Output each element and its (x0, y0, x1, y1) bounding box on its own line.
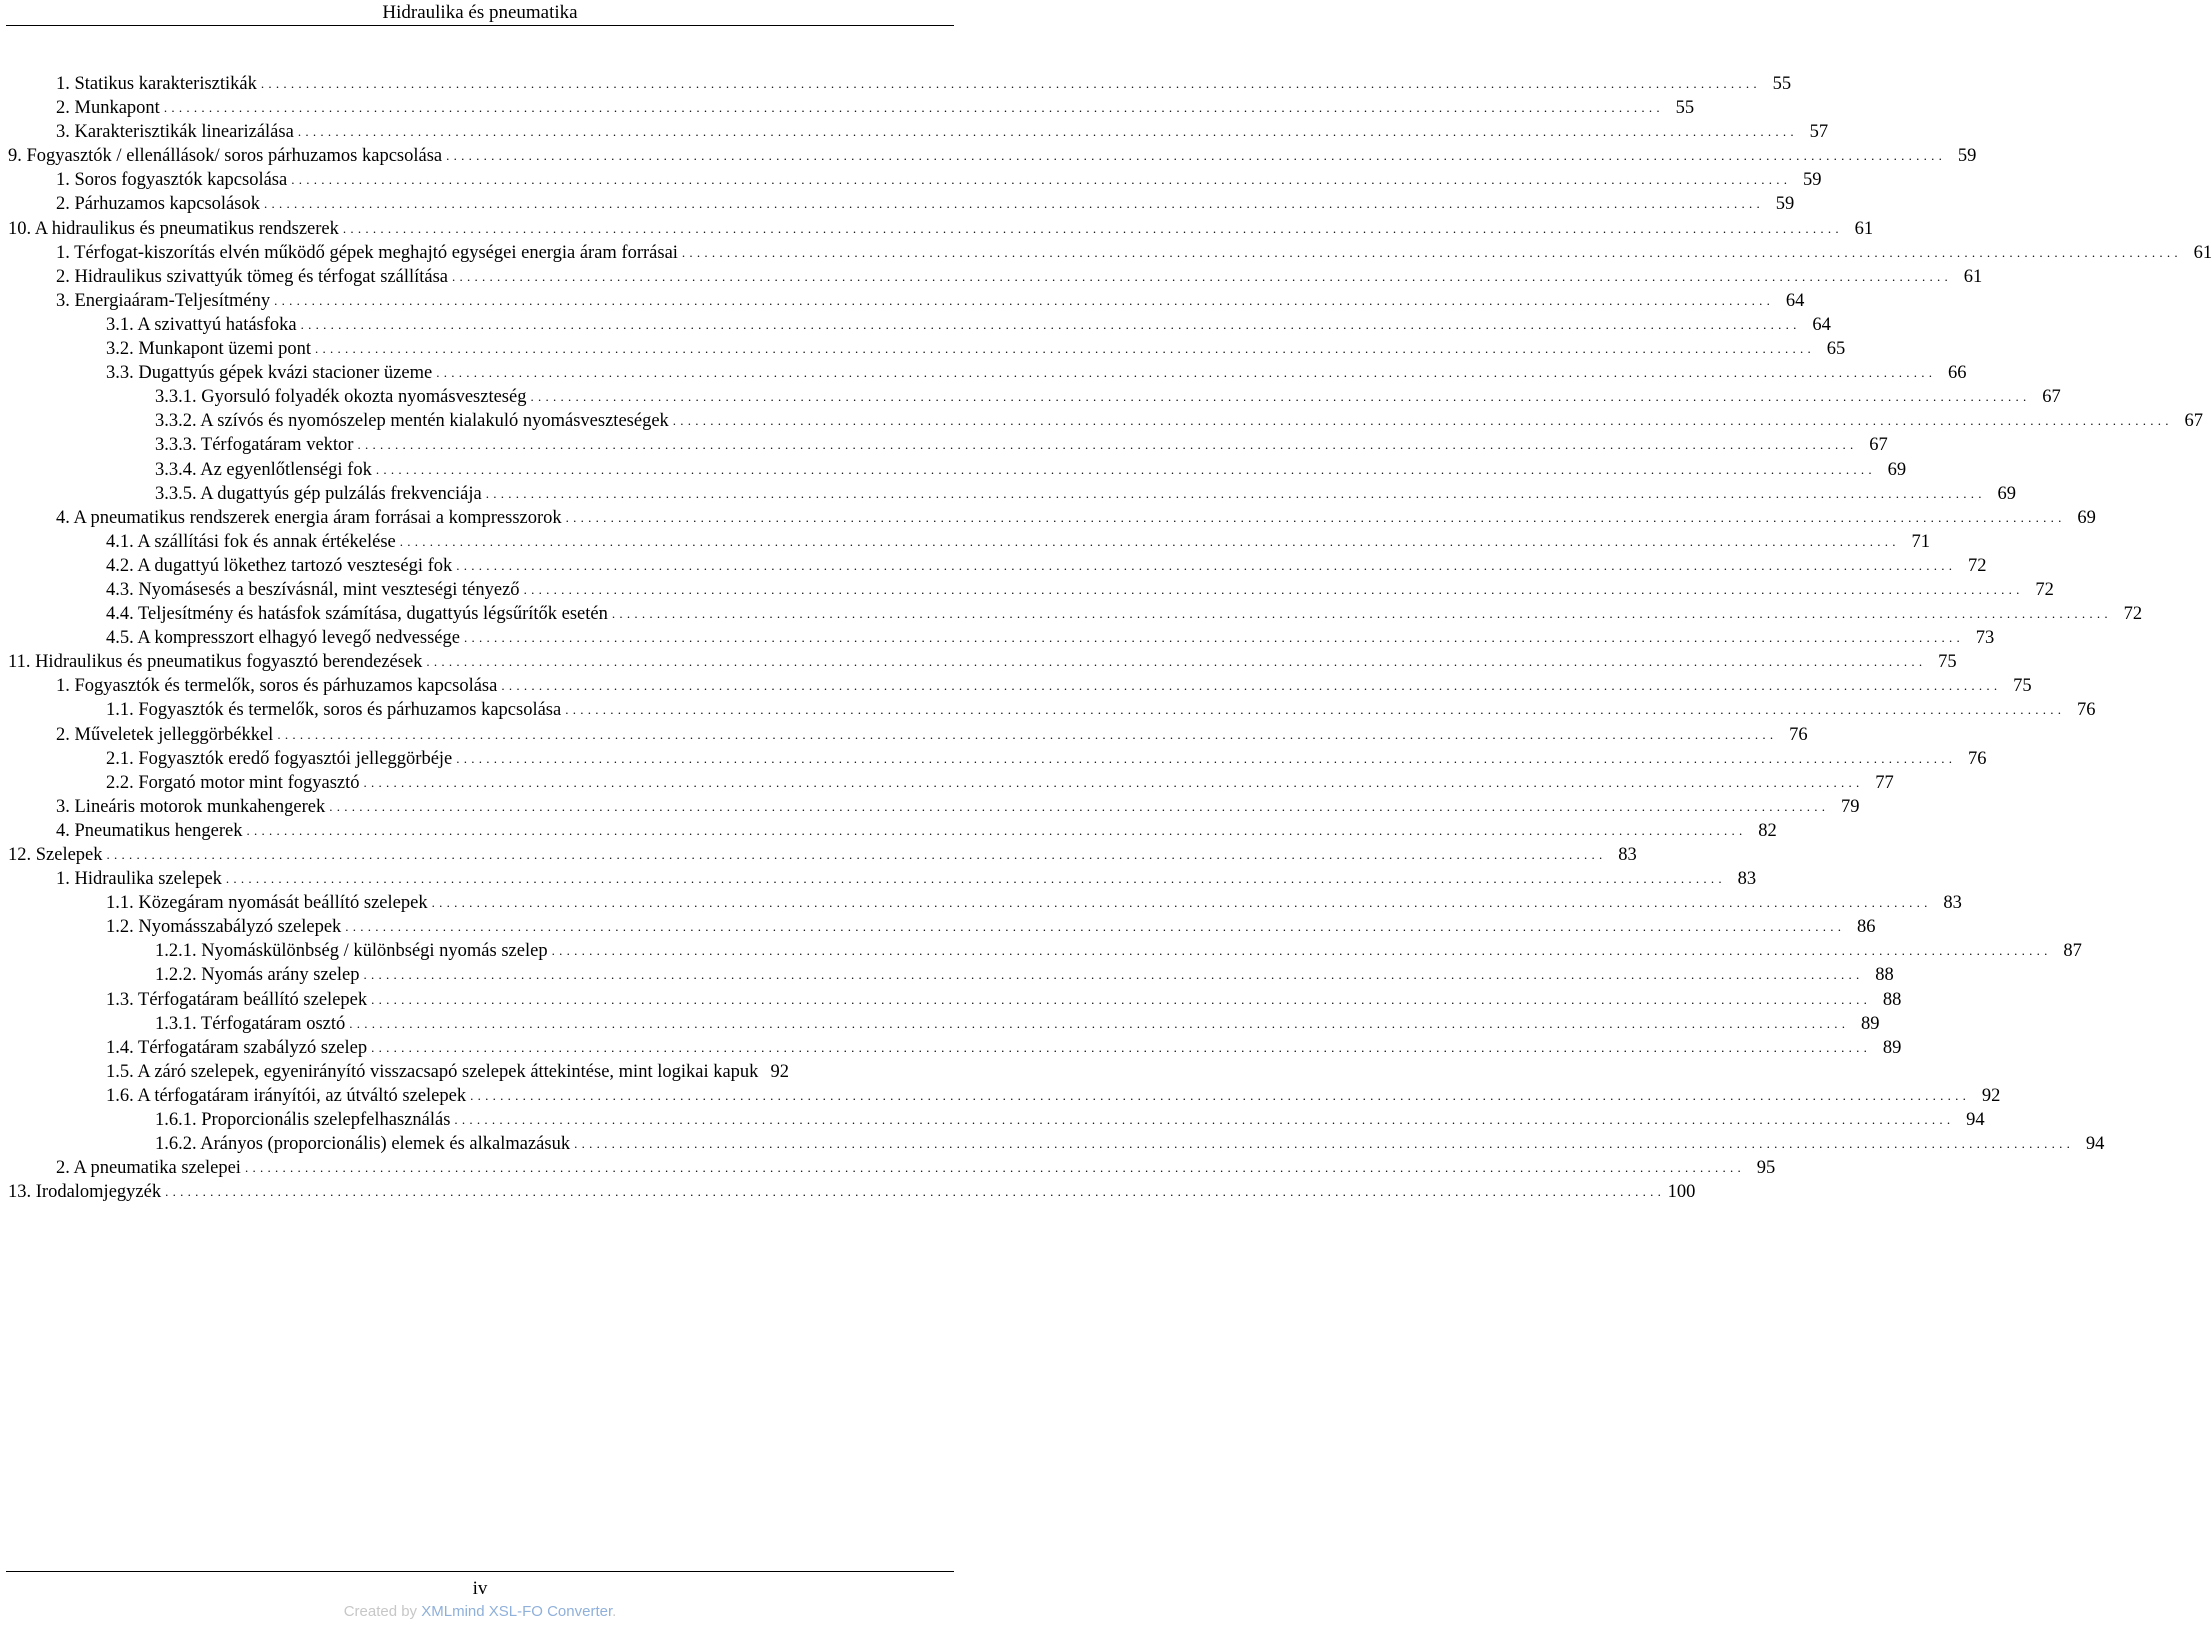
toc-leader-dots: . . . . . . . . . . . . . . . . . . . . . . . . . . . . . . . . . . . . . . . . . . . . . . . . . . . . . . . . . . . . . . . . . . . . . . . . . . . . . . . . . . . . . . . . . . . . . . . . . . . . . . . . . . . . . . . . . . . . . . . . . . . . . . . . . . . . . . . . . . . . . . . . . . . . . . . . . . . . . . . . . . . . . . . . . . . . . . . . . . . . . . . . . . . . . . . . . . . . . . . . (574, 1136, 2071, 1152)
toc-entry[interactable] (0, 289, 1805, 313)
header-title: Hidraulika és pneumatika (382, 2, 578, 23)
toc-entry-title: 3.3.2. A szívós és nyomószelep mentén kialakuló nyomásveszteségek (155, 409, 673, 433)
toc-entry[interactable] (0, 1012, 1880, 1036)
table-of-contents (0, 72, 2212, 1204)
toc-entry-page: 92 (770, 1061, 789, 1082)
toc-leader-dots: . . . . . . . . . . . . . . . . . . . . . . . . . . . . . . . . . . . . . . . . . . . . . . . . . . . . . . . . . . . . . . . . . . . . . . . . . . . . . . . . . . . . . . . . . . . . . . . . . . . . . . . . . . . . . . . . . . . . . . . . . . . . . . . . . . . . . . . . . . . . . . . . . . . . . . . . . . . . . . . . . . . . . . . . . . . . . . . . . . . . . . . . . . . . . . . . . . . . . . . . (431, 895, 1928, 911)
toc-entry-title: 3.3. Dugattyús gépek kvázi stacioner üzeme (106, 361, 436, 385)
toc-leader-dots: . . . . . . . . . . . . . . . . . . . . . . . . . . . . . . . . . . . . . . . . . . . . . . . . . . . . . . . . . . . . . . . . . . . . . . . . . . . . . . . . . . . . . . . . . . . . . . . . . . . . . . . . . . . . . . . . . . . . . . . . . . . . . . . . . . . . . . . . . . . . . . . . . . . . . . . . . . . . . . . . . . . . . . . . . . . . . . . . . . . . . . . . . . . . . . . . . . . . . . . . (274, 292, 1771, 308)
toc-entry-page: 95 (1756, 1158, 1776, 1179)
toc-entry-title: 1.3. Térfogatáram beállító szelepek (106, 988, 371, 1012)
toc-entry-title: 2. Műveletek jelleggörbékkel (56, 723, 277, 747)
toc-entry-title: 2.1. Fogyasztók eredő fogyasztói jelleggörbéje (106, 747, 456, 771)
toc-entry-page: 76 (2076, 700, 2096, 721)
toc-entry[interactable] (0, 1108, 1985, 1132)
toc-entry[interactable] (0, 915, 1876, 939)
toc-entry-title: 10. A hidraulikus és pneumatikus rendszerek (8, 217, 343, 241)
toc-entry-title: 9. Fogyasztók / ellenállások/ soros párhuzamos kapcsolása (8, 144, 446, 168)
toc-entry[interactable] (0, 963, 1894, 987)
toc-entry-title: 1. Fogyasztók és termelők, soros és párhuzamos kapcsolása (56, 674, 501, 698)
toc-entry-title: 1.2. Nyomásszabályzó szelepek (106, 915, 345, 939)
toc-entry-title: 1.5. A záró szelepek, egyenirányító visszacsapó szelepek áttekintése, mint logikai kapuk (106, 1060, 762, 1084)
toc-entry[interactable] (0, 698, 2096, 722)
toc-leader-dots: . . . . . . . . . . . . . . . . . . . . . . . . . . . . . . . . . . . . . . . . . . . . . . . . . . . . . . . . . . . . . . . . . . . . . . . . . . . . . . . . . . . . . . . . . . . . . . . . . . . . . . . . . . . . . . . . . . . . . . . . . . . . . . . . . . . . . . . . . . . . . . . . . . . . . . . . . . . . . . . . . . . . . . . . . . . . . . . . . . . . . . . . . . . . . . . . . . . . . . . . (345, 919, 1842, 935)
toc-entry[interactable] (0, 433, 1888, 457)
toc-entry[interactable] (0, 265, 1983, 289)
toc-entry-page: 61 (1854, 218, 1874, 239)
toc-entry-page: 83 (1737, 869, 1757, 890)
toc-entry-title: 4.4. Teljesítmény és hatásfok számítása, dugattyús légsűrítők esetén (106, 602, 612, 626)
toc-entry[interactable] (0, 120, 1829, 144)
toc-entry-page: 69 (2077, 507, 2096, 528)
toc-entry-title: 1.2.2. Nyomás arány szelep (155, 963, 363, 987)
toc-entry-title: 1.2.1. Nyomáskülönbség / különbségi nyomás szelep (155, 939, 552, 963)
toc-entry-title: 3.3.3. Térfogatáram vektor (155, 433, 357, 457)
toc-entry-title: 3.2. Munkapont üzemi pont (106, 337, 315, 361)
toc-entry-page: 94 (2085, 1134, 2105, 1155)
toc-entry-page: 59 (1802, 170, 1822, 191)
toc-entry-title: 2. Hidraulikus szivattyúk tömeg és térfogat szállítása (56, 265, 452, 289)
toc-entry[interactable] (0, 1060, 862, 1084)
toc-entry[interactable] (0, 723, 1808, 747)
toc-leader-dots: . . . . . . . . . . . . . . . . . . . . . . . . . . . . . . . . . . . . . . . . . . . . . . . . . . . . . . . . . . . . . . . . . . . . . . . . . . . . . . . . . . . . . . . . . . . . . . . . . . . . . . . . . . . . . . . . . . . . . . . . . . . . . . . . . . . . . . . . . . . . . . . . . . . . . . . . . . . . . . . . . . . . . . . . . . . . . . . . . . . . . . . . . . . . . . . . . . . . . . . . (291, 172, 1788, 188)
toc-entry-title: 1. Soros fogyasztók kapcsolása (56, 168, 291, 192)
toc-leader-dots: . . . . . . . . . . . . . . . . . . . . . . . . . . . . . . . . . . . . . . . . . . . . . . . . . . . . . . . . . . . . . . . . . . . . . . . . . . . . . . . . . . . . . . . . . . . . . . . . . . . . . . . . . . . . . . . . . . . . . . . . . . . . . . . . . . . . . . . . . . . . . . . . . . . . . . . . . . . . . . . . . . . . . . . . . . . . . . . . . . . . . . . . . . . . . . . . . . . . . . . . (260, 76, 1758, 91)
toc-entry[interactable] (0, 747, 1987, 771)
toc-entry-title: 2. A pneumatika szelepei (56, 1156, 245, 1180)
converter-credit (0, 1602, 960, 1622)
toc-leader-dots: . . . . . . . . . . . . . . . . . . . . . . . . . . . . . . . . . . . . . . . . . . . . . . . . . . . . . . . . . . . . . . . . . . . . . . . . . . . . . . . . . . . . . . . . . . . . . . . . . . . . . . . . . . . . . . . . . . . . . . . . . . . . . . . . . . . . . . . . . . . . . . . . . . . . . . . . . . . . . . . . . . . . . . . . . . . . . . . . . . . . . . . . . . . . . . . . . . . . . . . . (485, 485, 1982, 501)
toc-entry[interactable] (0, 554, 1987, 578)
toc-entry-page: 66 (1947, 363, 1967, 384)
toc-leader-dots: . . . . . . . . . . . . . . . . . . . . . . . . . . . . . . . . . . . . . . . . . . . . . . . . . . . . . . . . . . . . . . . . . . . . . . . . . . . . . . . . . . . . . . . . . . . . . . . . . . . . . . . . . . . . . . . . . . . . . . . . . . . . . . . . . . . . . . . . . . . . . . . . . . . . . . . . . . . . . . . . . . . . . . . . . . . . . . . . . . . . . . . . . . . . . . . . . . . . . . . . (246, 822, 1743, 838)
toc-leader-dots: . . . . . . . . . . . . . . . . . . . . . . . . . . . . . . . . . . . . . . . . . . . . . . . . . . . . . . . . . . . . . . . . . . . . . . . . . . . . . . . . . . . . . . . . . . . . . . . . . . . . . . . . . . . . . . . . . . . . . . . . . . . . . . . . . . . . . . . . . . . . . . . . . . . . . . . . . . . . . . . . . . . . . . . . . . . . . . . . . . . . . . . . . . . . . . . . . . . . . . . . (454, 1112, 1951, 1128)
toc-entry[interactable] (0, 72, 1792, 96)
toc-leader-dots: . . . . . . . . . . . . . . . . . . . . . . . . . . . . . . . . . . . . . . . . . . . . . . . . . . . . . . . . . . . . . . . . . . . . . . . . . . . . . . . . . . . . . . . . . . . . . . . . . . . . . . . . . . . . . . . . . . . . . . . . . . . . . . . . . . . . . . . . . . . . . . . . . . . . . . . . . . . . . . . . . . . . . . . . . . . . . . . . . . . . . . . . . . . . . . . . . . . . . . . . (297, 124, 1795, 140)
toc-leader-dots: . . . . . . . . . . . . . . . . . . . . . . . . . . . . . . . . . . . . . . . . . . . . . . . . . . . . . . . . . . . . . . . . . . . . . . . . . . . . . . . . . . . . . . . . . . . . . . . . . . . . . . . . . . . . . . . . . . . . . . . . . . . . . . . . . . . . . . . . . . . . . . . . . . . . . . . . . . . . . . . . . . . . . . . . . . . . . . . . . . . . . . . . . . . . . . . . . . . . . . . . (551, 943, 2048, 959)
toc-leader-dots: . . . . . . . . . . . . . . . . . . . . . . . . . . . . . . . . . . . . . . . . . . . . . . . . . . . . . . . . . . . . . . . . . . . . . . . . . . . . . . . . . . . . . . . . . . . . . . . . . . . . . . . . . . . . . . . . . . . . . . . . . . . . . . . . . . . . . . . . . . . . . . . . . . . . . . . . . . . . . . . . . . . . . . . . . . . . . . . . . . . . . . . . . . . . . . . . . . . . . . . . (363, 774, 1860, 790)
toc-leader-dots: . . . . . . . . . . . . . . . . . . . . . . . . . . . . . . . . . . . . . . . . . . . . . . . . . . . . . . . . . . . . . . . . . . . . . . . . . . . . . . . . . . . . . . . . . . . . . . . . . . . . . . . . . . . . . . . . . . . . . . . . . . . . . . . . . . . . . . . . . . . . . . . . . . . . . . . . . . . . . . . . . . . . . . . . . . . . . . . . . . . . . . . . . . . . . . . . . . . . . . . . (225, 871, 1723, 887)
toc-entry-page: 89 (1861, 1013, 1880, 1034)
toc-entry-page: 87 (2063, 941, 2082, 962)
toc-entry-title: 3.3.4. Az egyenlőtlenségi fok (155, 458, 376, 482)
toc-entry-page: 69 (1887, 459, 1907, 480)
toc-leader-dots: . . . . . . . . . . . . . . . . . . . . . . . . . . . . . . . . . . . . . . . . . . . . . . . . . . . . . . . . . . . . . . . . . . . . . . . . . . . . . . . . . . . . . . . . . . . . . . . . . . . . . . . . . . . . . . . . . . . . . . . . . . . . . . . . . . . . . . . . . . . . . . . . . . . . . . . . . . . . . . . . . . . . . . . . . . . . . . . . . . . . . . . . . . . . . . . . . . . . . . . . (456, 750, 1953, 766)
toc-leader-dots: . . . . . . . . . . . . . . . . . . . . . . . . . . . . . . . . . . . . . . . . . . . . . . . . . . . . . . . . . . . . . . . . . . . . . . . . . . . . . . . . . . . . . . . . . . . . . . . . . . . . . . . . . . . . . . . . . . . . . . . . . . . . . . . . . . . . . . . . . . . . . . . . . . . . . . . . . . . . . . . . . . . . . . . . . . . . . . . . . . . . . . . . . . . . . . . . . . . . . . . . (681, 244, 2179, 260)
toc-entry[interactable] (0, 1156, 1776, 1180)
toc-entry[interactable] (0, 1036, 1902, 1060)
toc-leader-dots: . . . . . . . . . . . . . . . . . . . . . . . . . . . . . . . . . . . . . . . . . . . . . . . . . . . . . . . . . . . . . . . . . . . . . . . . . . . . . . . . . . . . . . . . . . . . . . . . . . . . . . . . . . . . . . . . . . . . . . . . . . . . . . . . . . . . . . . . . . . . . . . . . . . . . . . . . . . . . . . . . . . . . . . . . . . . . . . . . . . . . . . . . . . . . . . . . . . . . . . . (446, 148, 1943, 164)
toc-entry[interactable] (0, 506, 2096, 530)
toc-entry[interactable] (0, 843, 1637, 867)
toc-entry-page: 55 (1675, 98, 1695, 119)
footer-divider (6, 1571, 954, 1572)
toc-entry-title: 1.4. Térfogatáram szabályzó szelep (106, 1036, 371, 1060)
toc-entry-title: 1.6.1. Proporcionális szelepfelhasználás (155, 1108, 454, 1132)
toc-leader-dots: . . . . . . . . . . . . . . . . . . . . . . . . . . . . . . . . . . . . . . . . . . . . . . . . . . . . . . . . . . . . . . . . . . . . . . . . . . . . . . . . . . . . . . . . . . . . . . . . . . . . . . . . . . . . . . . . . . . . . . . . . . . . . . . . . . . . . . . . . . . . . . . . . . . . . . . . . . . . . . . . . . . . . . . . . . . . . . . . . . . . . . . . . . . . . . . . . . . . . . . . (530, 389, 2027, 405)
toc-entry-page: 76 (1968, 748, 1987, 769)
toc-entry-title: 4.2. A dugattyú lökethez tartozó veszteségi fok (106, 554, 456, 578)
toc-entry[interactable] (0, 361, 1967, 385)
toc-entry[interactable] (0, 409, 2204, 433)
toc-leader-dots: . . . . . . . . . . . . . . . . . . . . . . . . . . . . . . . . . . . . . . . . . . . . . . . . . . . . . . . . . . . . . . . . . . . . . . . . . . . . . . . . . . . . . . . . . . . . . . . . . . . . . . . . . . . . . . . . . . . . . . . . . . . . . . . . . . . . . . . . . . . . . . . . . . . . . . . . . . . . . . . . . . . . . . . . . . . . . . . . . . . . . . . . . . . . . . . . . . . . . . . . (106, 847, 1603, 862)
toc-entry[interactable] (0, 1132, 2105, 1156)
toc-entry-page: 61 (2193, 242, 2212, 263)
toc-entry-page: 88 (1875, 965, 1894, 986)
toc-entry-title: 4.3. Nyomásesés a beszívásnál, mint veszteségi tényező (106, 578, 524, 602)
toc-entry[interactable] (0, 795, 1860, 819)
toc-entry-page: 86 (1857, 917, 1876, 938)
toc-entry-page: 64 (1785, 290, 1805, 311)
toc-entry[interactable] (0, 313, 1831, 337)
toc-entry-title: 4.5. A kompresszort elhagyó levegő nedvessége (106, 626, 464, 650)
toc-entry-page: 55 (1772, 74, 1792, 94)
toc-entry[interactable] (0, 1084, 2001, 1108)
toc-leader-dots: . . . . . . . . . . . . . . . . . . . . . . . . . . . . . . . . . . . . . . . . . . . . . . . . . . . . . . . . . . . . . . . . . . . . . . . . . . . . . . . . . . . . . . . . . . . . . . . . . . . . . . . . . . . . . . . . . . . . . . . . . . . . . . . . . . . . . . . . . . . . . . . . . . . . . . . . . . . . . . . . . . . . . . . . . . . . . . . . . . . . . . . . . . . . . . . . . . . . . . . . (363, 967, 1860, 983)
toc-entry[interactable] (0, 144, 1977, 168)
toc-entry-page: 67 (2184, 411, 2204, 432)
page-header (6, 0, 954, 26)
toc-entry-page: 77 (1875, 772, 1894, 793)
toc-leader-dots: . . . . . . . . . . . . . . . . . . . . . . . . . . . . . . . . . . . . . . . . . . . . . . . . . . . . . . . . . . . . . . . . . . . . . . . . . . . . . . . . . . . . . . . . . . . . . . . . . . . . . . . . . . . . . . . . . . . . . . . . . . . . . . . . . . . . . . . . . . . . . . . . . . . . . . . . . . . . . . . . . . . . . . . . . . . . . . . . . . . . . . . . . . . . . . . . . . . . . . . . (456, 557, 1953, 573)
toc-entry-page: 65 (1826, 339, 1846, 360)
toc-entry-title: 3.1. A szivattyú hatásfoka (106, 313, 301, 337)
toc-leader-dots: . . . . . . . . . . . . . . . . . . . . . . . . . . . . . . . . . . . . . . . . . . . . . . . . . . . . . . . . . . . . . . . . . . . . . . . . . . . . . . . . . . . . . . . . . . . . . . . . . . . . . . . . . . . . . . . . . . . . . . . . . . . . . . . . . . . . . . . . . . . . . . . . . . . . . . . . . . . . . . . . . . . . . . . . . . . . . . . . . . . . . . . . . . . . . . . . . . . . . . . . (329, 798, 1826, 814)
toc-entry-page: 72 (1968, 555, 1987, 576)
toc-entry-page: 67 (2042, 387, 2061, 408)
toc-entry-page: 72 (2123, 604, 2143, 625)
page-number: iv (472, 1578, 488, 1599)
toc-entry-title: 4.1. A szállítási fok és annak értékelése (106, 530, 400, 554)
toc-entry-page: 67 (1869, 435, 1888, 456)
toc-leader-dots: . . . . . . . . . . . . . . . . . . . . . . . . . . . . . . . . . . . . . . . . . . . . . . . . . . . . . . . . . . . . . . . . . . . . . . . . . . . . . . . . . . . . . . . . . . . . . . . . . . . . . . . . . . . . . . . . . . . . . . . . . . . . . . . . . . . . . . . . . . . . . . . . . . . . . . . . . . . . . . . . . . . . . . . . . . . . . . . . . . . . . . . . . . . . . . . . . . . . . . . . (349, 1015, 1846, 1031)
toc-entry-title: 4. Pneumatikus hengerek (56, 819, 247, 843)
toc-leader-dots: . . . . . . . . . . . . . . . . . . . . . . . . . . . . . . . . . . . . . . . . . . . . . . . . . . . . . . . . . . . . . . . . . . . . . . . . . . . . . . . . . . . . . . . . . . . . . . . . . . . . . . . . . . . . . . . . . . . . . . . . . . . . . . . . . . . . . . . . . . . . . . . . . . . . . . . . . . . . . . . . . . . . . . . . . . . . . . . . . . . . . . . . . . . . . . . . . . . . . . . . (463, 630, 1961, 646)
toc-entry[interactable] (0, 819, 1777, 843)
toc-entry[interactable] (0, 192, 1795, 216)
toc-leader-dots: . . . . . . . . . . . . . . . . . . . . . . . . . . . . . . . . . . . . . . . . . . . . . . . . . . . . . . . . . . . . . . . . . . . . . . . . . . . . . . . . . . . . . . . . . . . . . . . . . . . . . . . . . . . . . . . . . . . . . . . . . . . . . . . . . . . . . . . . . . . . . . . . . . . . . . . . . . . . . . . . . . . . . . . . . . . . . . . . . . . . . . . . . . . . . . . . . . . . . . . . (342, 220, 1840, 236)
toc-entry[interactable] (0, 891, 1962, 915)
toc-entry-page: 75 (1938, 652, 1957, 673)
toc-entry-page: 76 (1789, 724, 1808, 745)
toc-entry-title: 3. Karakterisztikák linearizálása (56, 120, 298, 144)
toc-entry-title: 1.1. Fogyasztók és termelők, soros és párhuzamos kapcsolása (106, 698, 565, 722)
toc-leader-dots: . . . . . . . . . . . . . . . . . . . . . . . . . . . . . . . . . . . . . . . . . . . . . . . . . . . . . . . . . . . . . . . . . . . . . . . . . . . . . . . . . . . . . . . . . . . . . . . . . . . . . . . . . . . . . . . . . . . . . . . . . . . . . . . . . . . . . . . . . . . . . . . . . . . . . . . . . . . . . . . . . . . . . . . . . . . . . . . . . . . . . . . . . . . . . . . . . . . . . . . . (371, 991, 1868, 1007)
toc-entry-title: 12. Szelepek (8, 843, 107, 867)
toc-entry-title: 3.3.1. Gyorsuló folyadék okozta nyomásveszteség (155, 385, 530, 409)
toc-entry[interactable] (0, 939, 2082, 963)
toc-entry-page: 61 (1963, 266, 1983, 287)
toc-entry-title: 3. Lineáris motorok munkahengerek (56, 795, 329, 819)
toc-entry[interactable] (0, 217, 1874, 241)
toc-entry-title: 1. Térfogat-kiszorítás elvén működő gépek meghajtó egységei energia áram forrásai (56, 241, 682, 265)
toc-entry-page: 64 (1812, 314, 1831, 335)
toc-leader-dots: . . . . . . . . . . . . . . . . . . . . . . . . . . . . . . . . . . . . . . . . . . . . . . . . . . . . . . . . . . . . . . . . . . . . . . . . . . . . . . . . . . . . . . . . . . . . . . . . . . . . . . . . . . . . . . . . . . . . . . . . . . . . . . . . . . . . . . . . . . . . . . . . . . . . . . . . . . . . . . . . . . . . . . . . . . . . . . . . . . . . . . . . . . . . . . . . . . . . . . . . (470, 1087, 1967, 1103)
toc-entry[interactable] (0, 458, 1907, 482)
toc-entry-page: 83 (1618, 845, 1637, 865)
toc-entry[interactable] (0, 867, 1757, 891)
toc-entry-title: 3.3.5. A dugattyús gép pulzálás frekvenciája (155, 482, 486, 506)
toc-entry-page: 71 (1911, 531, 1930, 552)
toc-leader-dots: . . . . . . . . . . . . . . . . . . . . . . . . . . . . . . . . . . . . . . . . . . . . . . . . . . . . . . . . . . . . . . . . . . . . . . . . . . . . . . . . . . . . . . . . . . . . . . . . . . . . . . . . . . . . . . . . . . . . . . . . . . . . . . . . . . . . . . . . . . . . . . . . . . . . . . . . . . . . . . . . . . . . . . . . . . . . . . . . . . . . . . . . . . . . . . . . . . . . . . . . (315, 341, 1812, 357)
toc-entry[interactable] (0, 96, 1695, 120)
toc-entry-page: 79 (1840, 796, 1860, 817)
toc-entry-title: 1.3.1. Térfogatáram osztó (155, 1012, 349, 1036)
toc-entry-title: 2. Párhuzamos kapcsolások (56, 192, 264, 216)
toc-entry[interactable] (0, 530, 1930, 554)
toc-entry[interactable] (0, 626, 1995, 650)
toc-entry-page: 83 (1943, 893, 1962, 914)
toc-entry-title: 1.6. A térfogatáram irányítói, az útváltó szelepek (106, 1084, 470, 1108)
toc-entry[interactable] (0, 1180, 1696, 1204)
toc-entry-page: 75 (2013, 676, 2032, 697)
toc-entry-page: 73 (1975, 628, 1995, 649)
toc-entry[interactable] (0, 650, 1957, 674)
toc-leader-dots: . . . . . . . . . . . . . . . . . . . . . . . . . . . . . . . . . . . . . . . . . . . . . . . . . . . . . . . . . . . . . . . . . . . . . . . . . . . . . . . . . . . . . . . . . . . . . . . . . . . . . . . . . . . . . . . . . . . . . . . . . . . . . . . . . . . . . . . . . . . . . . . . . . . . . . . . . . . . . . . . . . . . . . . . . . . . . . . . . . . . . . . . . . . . . . . . . . . . . . . . (300, 316, 1797, 332)
toc-entry[interactable] (0, 988, 1902, 1012)
toc-entry[interactable] (0, 578, 2054, 602)
toc-entry-page: 89 (1882, 1037, 1902, 1058)
toc-entry[interactable] (0, 168, 1822, 192)
toc-leader-dots: . . . . . . . . . . . . . . . . . . . . . . . . . . . . . . . . . . . . . . . . . . . . . . . . . . . . . . . . . . . . . . . . . . . . . . . . . . . . . . . . . . . . . . . . . . . . . . . . . . . . . . . . . . . . . . . . . . . . . . . . . . . . . . . . . . . . . . . . . . . . . . . . . . . . . . . . . . . . . . . . . . . . . . . . . . . . . . . . . . . . . . . . . . . . . . . . . . . . . . . . (611, 606, 2109, 622)
converter-brand: XMLmind XSL-FO Converter (421, 1603, 613, 1620)
toc-entry-page: 59 (1957, 146, 1977, 167)
toc-leader-dots: . . . . . . . . . . . . . . . . . . . . . . . . . . . . . . . . . . . . . . . . . . . . . . . . . . . . . . . . . . . . . . . . . . . . . . . . . . . . . . . . . . . . . . . . . . . . . . . . . . . . . . . . . . . . . . . . . . . . . . . . . . . . . . . . . . . . . . . . . . . . . . . . . . . . . . . . . . . . . . . . . . . . . . . . . . . . . . . . . . . . . . . . . . . . . . . . . . . . . . . . (165, 1184, 1662, 1200)
toc-entry-title: 3. Energiaáram-Teljesítmény (56, 289, 274, 313)
toc-entry-page: 100 (1667, 1182, 1696, 1203)
toc-entry-title: 4. A pneumatikus rendszerek energia áram forrásai a kompresszorok (56, 506, 566, 530)
toc-entry[interactable] (0, 674, 2032, 698)
converter-suffix: . (612, 1603, 617, 1620)
toc-leader-dots: . . . . . . . . . . . . . . . . . . . . . . . . . . . . . . . . . . . . . . . . . . . . . . . . . . . . . . . . . . . . . . . . . . . . . . . . . . . . . . . . . . . . . . . . . . . . . . . . . . . . . . . . . . . . . . . . . . . . . . . . . . . . . . . . . . . . . . . . . . . . . . . . . . . . . . . . . . . . . . . . . . . . . . . . . . . . . . . . . . . . . . . . . . . . . . . . . . . . . . . . (263, 196, 1761, 212)
toc-entry[interactable] (0, 241, 2212, 265)
toc-entry-title: 13. Irodalomjegyzék (8, 1180, 165, 1204)
toc-leader-dots: . . . . . . . . . . . . . . . . . . . . . . . . . . . . . . . . . . . . . . . . . . . . . . . . . . . . . . . . . . . . . . . . . . . . . . . . . . . . . . . . . . . . . . . . . . . . . . . . . . . . . . . . . . . . . . . . . . . . . . . . . . . . . . . . . . . . . . . . . . . . . . . . . . . . . . . . . . . . . . . . . . . . . . . . . . . . . . . . . . . . . . . . . . . . . . . . . . . . . . . . (399, 533, 1896, 549)
toc-leader-dots: . . . . . . . . . . . . . . . . . . . . . . . . . . . . . . . . . . . . . . . . . . . . . . . . . . . . . . . . . . . . . . . . . . . . . . . . . . . . . . . . . . . . . . . . . . . . . . . . . . . . . . . . . . . . . . . . . . . . . . . . . . . . . . . . . . . . . . . . . . . . . . . . . . . . . . . . . . . . . . . . . . . . . . . . . . . . . . . . . . . . . . . . . . . . . . . . . . . . . . . . (565, 702, 2062, 718)
toc-leader-dots: . . . . . . . . . . . . . . . . . . . . . . . . . . . . . . . . . . . . . . . . . . . . . . . . . . . . . . . . . . . . . . . . . . . . . . . . . . . . . . . . . . . . . . . . . . . . . . . . . . . . . . . . . . . . . . . . . . . . . . . . . . . . . . . . . . . . . . . . . . . . . . . . . . . . . . . . . . . . . . . . . . . . . . . . . . . . . . . . . . . . . . . . . . . . . . . . . . . . . . . . (672, 413, 2170, 429)
toc-entry[interactable] (0, 771, 1894, 795)
toc-entry-title: 1. Statikus karakterisztikák (56, 72, 261, 96)
toc-entry-title: 1.1. Közegáram nyomását beállító szelepek (106, 891, 432, 915)
toc-leader-dots: . . . . . . . . . . . . . . . . . . . . . . . . . . . . . . . . . . . . . . . . . . . . . . . . . . . . . . . . . . . . . . . . . . . . . . . . . . . . . . . . . . . . . . . . . . . . . . . . . . . . . . . . . . . . . . . . . . . . . . . . . . . . . . . . . . . . . . . . . . . . . . . . . . . . . . . . . . . . . . . . . . . . . . . . . . . . . . . . . . . . . . . . . . . . . . . . . . . . . . . . (501, 678, 1998, 694)
toc-entry-page: 94 (1966, 1110, 1985, 1131)
toc-entry-title: 1. Hidraulika szelepek (56, 867, 226, 891)
toc-leader-dots: . . . . . . . . . . . . . . . . . . . . . . . . . . . . . . . . . . . . . . . . . . . . . . . . . . . . . . . . . . . . . . . . . . . . . . . . . . . . . . . . . . . . . . . . . . . . . . . . . . . . . . . . . . . . . . . . . . . . . . . . . . . . . . . . . . . . . . . . . . . . . . . . . . . . . . . . . . . . . . . . . . . . . . . . . . . . . . . . . . . . . . . . . . . . . . . . . . . . . . . . (452, 268, 1949, 284)
toc-leader-dots: . . . . . . . . . . . . . . . . . . . . . . . . . . . . . . . . . . . . . . . . . . . . . . . . . . . . . . . . . . . . . . . . . . . . . . . . . . . . . . . . . . . . . . . . . . . . . . . . . . . . . . . . . . . . . . . . . . . . . . . . . . . . . . . . . . . . . . . . . . . . . . . . . . . . . . . . . . . . . . . . . . . . . . . . . . . . . . . . . . . . . . . . . . . . . . . . . . . . . . . . (436, 365, 1933, 381)
toc-leader-dots: . . . . . . . . . . . . . . . . . . . . . . . . . . . . . . . . . . . . . . . . . . . . . . . . . . . . . . . . . . . . . . . . . . . . . . . . . . . . . . . . . . . . . . . . . . . . . . . . . . . . . . . . . . . . . . . . . . . . . . . . . . . . . . . . . . . . . . . . . . . . . . . . . . . . . . . . . . . . . . . . . . . . . . . . . . . . . . . . . . . . . . . . . . . . . . . . . . . . . . . . (523, 581, 2020, 597)
toc-entry-title: 1.6.2. Arányos (proporcionális) elemek és alkalmazásuk (155, 1132, 574, 1156)
toc-leader-dots: . . . . . . . . . . . . . . . . . . . . . . . . . . . . . . . . . . . . . . . . . . . . . . . . . . . . . . . . . . . . . . . . . . . . . . . . . . . . . . . . . . . . . . . . . . . . . . . . . . . . . . . . . . . . . . . . . . . . . . . . . . . . . . . . . . . . . . . . . . . . . . . . . . . . . . . . . . . . . . . . . . . . . . . . . . . . . . . . . . . . . . . . . . . . . . . . . . . . . . . . (244, 1160, 1742, 1176)
toc-entry-page: 88 (1882, 989, 1902, 1010)
toc-leader-dots: . . . . . . . . . . . . . . . . . . . . . . . . . . . . . . . . . . . . . . . . . . . . . . . . . . . . . . . . . . . . . . . . . . . . . . . . . . . . . . . . . . . . . . . . . . . . . . . . . . . . . . . . . . . . . . . . . . . . . . . . . . . . . . . . . . . . . . . . . . . . . . . . . . . . . . . . . . . . . . . . . . . . . . . . . . . . . . . . . . . . . . . . . . . . . . . . . . . . . . . . (565, 509, 2062, 525)
toc-entry[interactable] (0, 602, 2143, 626)
converter-prefix: Created by (343, 1603, 422, 1620)
toc-leader-dots: . . . . . . . . . . . . . . . . . . . . . . . . . . . . . . . . . . . . . . . . . . . . . . . . . . . . . . . . . . . . . . . . . . . . . . . . . . . . . . . . . . . . . . . . . . . . . . . . . . . . . . . . . . . . . . . . . . . . . . . . . . . . . . . . . . . . . . . . . . . . . . . . . . . . . . . . . . . . . . . . . . . . . . . . . . . . . . . . . . . . . . . . . . . . . . . . . . . . . . . . (426, 654, 1923, 670)
toc-entry-page: 59 (1775, 194, 1795, 215)
toc-entry-title: 2.2. Forgató motor mint fogyasztó (106, 771, 364, 795)
toc-entry-title: 2. Munkapont (56, 96, 164, 120)
toc-entry[interactable] (0, 482, 2016, 506)
toc-leader-dots: . . . . . . . . . . . . . . . . . . . . . . . . . . . . . . . . . . . . . . . . . . . . . . . . . . . . . . . . . . . . . . . . . . . . . . . . . . . . . . . . . . . . . . . . . . . . . . . . . . . . . . . . . . . . . . . . . . . . . . . . . . . . . . . . . . . . . . . . . . . . . . . . . . . . . . . . . . . . . . . . . . . . . . . . . . . . . . . . . . . . . . . . . . . . . . . . . . . . . . . . (371, 1039, 1868, 1055)
toc-leader-dots: . . . . . . . . . . . . . . . . . . . . . . . . . . . . . . . . . . . . . . . . . . . . . . . . . . . . . . . . . . . . . . . . . . . . . . . . . . . . . . . . . . . . . . . . . . . . . . . . . . . . . . . . . . . . . . . . . . . . . . . . . . . . . . . . . . . . . . . . . . . . . . . . . . . . . . . . . . . . . . . . . . . . . . . . . . . . . . . . . . . . . . . . . . . . . . . . . . . . . . . . (277, 726, 1774, 742)
toc-entry-title: 11. Hidraulikus és pneumatikus fogyasztó berendezések (8, 650, 426, 674)
toc-leader-dots: . . . . . . . . . . . . . . . . . . . . . . . . . . . . . . . . . . . . . . . . . . . . . . . . . . . . . . . . . . . . . . . . . . . . . . . . . . . . . . . . . . . . . . . . . . . . . . . . . . . . . . . . . . . . . . . . . . . . . . . . . . . . . . . . . . . . . . . . . . . . . . . . . . . . . . . . . . . . . . . . . . . . . . . . . . . . . . . . . . . . . . . . . . . . . . . . . . . . . . . . (375, 461, 1873, 477)
toc-entry[interactable] (0, 385, 2061, 409)
toc-entry[interactable] (0, 337, 1846, 361)
toc-entry-page: 92 (1981, 1085, 2001, 1106)
toc-entry-page: 72 (2035, 579, 2054, 600)
toc-leader-dots: . . . . . . . . . . . . . . . . . . . . . . . . . . . . . . . . . . . . . . . . . . . . . . . . . . . . . . . . . . . . . . . . . . . . . . . . . . . . . . . . . . . . . . . . . . . . . . . . . . . . . . . . . . . . . . . . . . . . . . . . . . . . . . . . . . . . . . . . . . . . . . . . . . . . . . . . . . . . . . . . . . . . . . . . . . . . . . . . . . . . . . . . . . . . . . . . . . . . . . . . (163, 100, 1661, 116)
toc-entry-page: 69 (1997, 483, 2016, 504)
toc-entry-page: 57 (1809, 122, 1829, 143)
toc-leader-dots: . . . . . . . . . . . . . . . . . . . . . . . . . . . . . . . . . . . . . . . . . . . . . . . . . . . . . . . . . . . . . . . . . . . . . . . . . . . . . . . . . . . . . . . . . . . . . . . . . . . . . . . . . . . . . . . . . . . . . . . . . . . . . . . . . . . . . . . . . . . . . . . . . . . . . . . . . . . . . . . . . . . . . . . . . . . . . . . . . . . . . . . . . . . . . . . . . . . . . . . . (357, 437, 1854, 453)
toc-entry-page: 82 (1758, 820, 1777, 841)
